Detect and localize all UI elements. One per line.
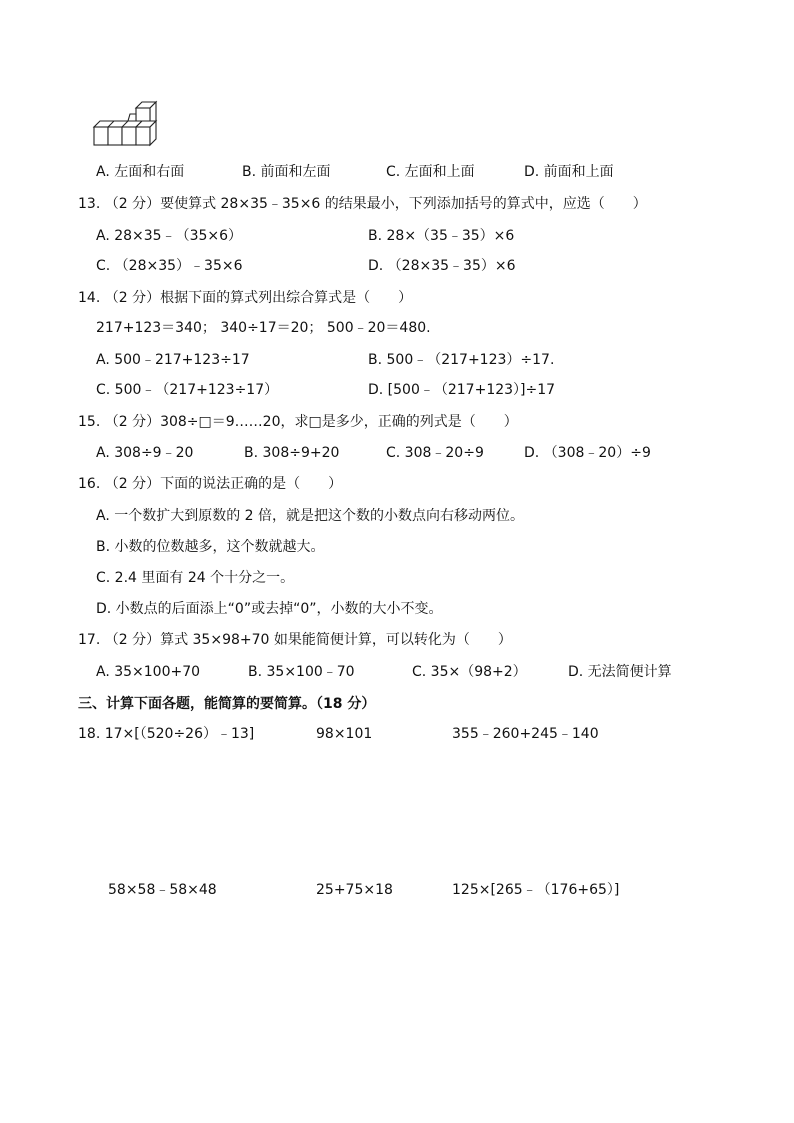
q16-option-a[interactable]: A. 一个数扩大到原数的 2 倍，就是把这个数的小数点向右移动两位。 (96, 508, 525, 524)
q18-expr-5: 25+75×18 (316, 882, 393, 898)
q14-option-d[interactable]: D. [500﹣（217+123）]÷17 (368, 382, 556, 398)
q18-expr-4: 58×58﹣58×48 (108, 882, 217, 898)
q12-option-b[interactable]: B. 前面和左面 (242, 164, 331, 180)
q18-expr-1: 18. 17×[（520÷26）﹣13] (78, 726, 255, 742)
q18-expr-2: 98×101 (316, 726, 373, 742)
q16-option-c[interactable]: C. 2.4 里面有 24 个十分之一。 (96, 570, 295, 586)
q17-option-c[interactable]: C. 35×（98+2） (412, 664, 527, 680)
q17-option-a[interactable]: A. 35×100+70 (96, 664, 201, 680)
q12-option-d[interactable]: D. 前面和上面 (524, 164, 614, 180)
q17-option-d[interactable]: D. 无法简便计算 (568, 664, 672, 680)
q13-option-c[interactable]: C. （28×35）﹣35×6 (96, 258, 243, 274)
q14-option-a[interactable]: A. 500﹣217+123÷17 (96, 352, 250, 368)
q15-option-b[interactable]: B. 308÷9+20 (244, 445, 340, 461)
q13-stem: 13. （2 分）要使算式 28×35﹣35×6 的结果最小，下列添加括号的算式中，应选（ ） (78, 196, 647, 212)
q13-option-d[interactable]: D. （28×35﹣35）×6 (368, 258, 516, 274)
q13-option-a[interactable]: A. 28×35﹣（35×6） (96, 228, 243, 244)
q15-stem: 15. （2 分）308÷□＝9……20，求□是多少，正确的列式是（ ） (78, 414, 518, 430)
q14-option-c[interactable]: C. 500﹣（217+123÷17） (96, 382, 279, 398)
section-3-heading: 三、计算下面各题，能简算的要简算。（18 分） (78, 696, 376, 712)
q12-option-c[interactable]: C. 左面和上面 (386, 164, 475, 180)
q17-option-b[interactable]: B. 35×100﹣70 (248, 664, 355, 680)
q18-expr-6: 125×[265﹣（176+65）] (452, 882, 620, 898)
q14-option-b[interactable]: B. 500﹣（217+123）÷17. (368, 352, 555, 368)
q12-option-a[interactable]: A. 左面和右面 (96, 164, 185, 180)
q17-stem: 17. （2 分）算式 35×98+70 如果能简便计算，可以转化为（ ） (78, 632, 512, 648)
q18-expr-3: 355﹣260+245﹣140 (452, 726, 599, 742)
q14-stem: 14. （2 分）根据下面的算式列出综合算式是（ ） (78, 290, 413, 306)
q16-option-b[interactable]: B. 小数的位数越多，这个数就越大。 (96, 539, 325, 555)
q16-option-d[interactable]: D. 小数点的后面添上“0”或去掉“0”，小数的大小不变。 (96, 601, 443, 617)
q16-stem: 16. （2 分）下面的说法正确的是（ ） (78, 476, 343, 492)
q15-option-c[interactable]: C. 308﹣20÷9 (386, 445, 484, 461)
q15-option-a[interactable]: A. 308÷9﹣20 (96, 445, 194, 461)
q13-option-b[interactable]: B. 28×（35﹣35）×6 (368, 228, 515, 244)
q14-given-equations: 217+123＝340； 340÷17＝20； 500﹣20＝480. (96, 320, 431, 336)
q15-option-d[interactable]: D. （308﹣20）÷9 (524, 445, 651, 461)
cube-stack-figure (92, 100, 164, 148)
